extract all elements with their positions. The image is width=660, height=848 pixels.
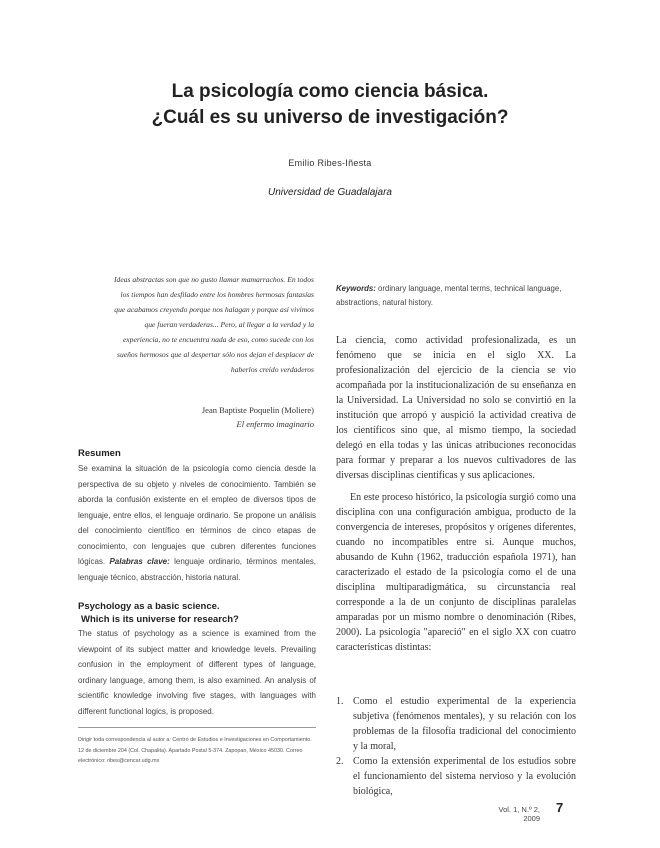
- palabras-clave-text: lenguaje ordinario, términos mentales, lenguaje técnico, abstracción, historia natural.: [78, 557, 316, 582]
- epigraph-quote: Ideas abstractas son que no gusto llamar mamarrachos. En todos los tiempos han desfilado entre los hombres hermosas fantasías que acabamos creyendo porque nos halagan y porque así vivimos que fueran verdaderas... Pero, al llegar a la verdad y la experiencia, no te encuentra nada de eso, como sucede con los sueños hermosos que al despertar sólo nos dejan el desplacer de haberlos creído verdaderos: [114, 275, 314, 374]
- footnote-correspondence: Dirigir toda correspondencia al autor a: Centro de Estudios e Investigaciones en Comportamiento. 12 de diciembre 204 (Col. Chapalita). Apartado Postal 5-374. Zapopan, México 45030. Correo electrónico: ribes@cencar.udg.mx: [78, 737, 312, 764]
- keywords-label: Keywords:: [336, 284, 376, 293]
- palabras-clave-label: Palabras clave:: [109, 557, 170, 566]
- resumen-heading: Resumen: [78, 448, 121, 459]
- abstract-text: The status of psychology as a science is examined from the viewpoint of its subject matter and knowledge levels. Prevailing confusion in the employment of different types of language, ordinary language, among them, is also examined. An analysis of scientific knowledge involving five stages, with languages with different functional logics, is proposed.: [78, 629, 316, 716]
- footnote-divider: [78, 727, 316, 728]
- epigraph-work: El enfermo imaginario: [236, 419, 314, 429]
- list-item-number: 1.: [336, 696, 344, 707]
- numbered-list: [336, 694, 576, 799]
- abstract-heading-line-2: Which is its universe for research?: [81, 614, 239, 625]
- abstract-heading-line-1: Psychology as a basic science.: [78, 601, 220, 612]
- body-paragraph-2: En este proceso histórico, la psicología surgió como una disciplina con una configuración ambigua, producto de la convergencia de intereses, propósitos y orígenes diferentes, cuando no incompatibles entre sí. Aunque muchos, abusando de Kuhn (1962, traducción española 1971), han caracterizado el estado de la psicología como el de una disciplina multiparadigmática, su circunstancia real corresponde a la de un conjunto de disciplinas paralelas amparadas por un mismo nombre o denominación (Ribes, 2000). La psicología "apareció" en el siglo XX con cuatro características distintas:: [336, 492, 576, 653]
- resumen-block: [78, 461, 316, 585]
- list-item-text: Como la extensión experimental de los estudios sobre el funcionamiento del sistema nervioso y la evolución biológica,: [353, 756, 576, 797]
- list-item-text: Como el estudio experimental de la experiencia subjetiva (fenómenos mentales), y su relación con los problemas de la filosofía tradicional del conocimiento y la moral,: [353, 696, 576, 752]
- list-item: [336, 694, 576, 754]
- keywords-text: ordinary language, mental terms, technical language, abstractions, natural history.: [336, 284, 562, 307]
- page-number: 7: [556, 800, 564, 815]
- epigraph-author: Jean Baptiste Poquelin (Moliere): [201, 405, 314, 415]
- article-title-line-1: La psicología como ciencia básica.: [171, 81, 489, 102]
- author-name: Emilio Ribes-Iñesta: [288, 158, 372, 168]
- resumen-text: Se examina la situación de la psicología como ciencia desde la perspectiva de su objeto y niveles de conocimiento. También se aborda la confusión existente en el empleo de diversos tipos de lenguaje, entre ellos, el lenguaje ordinario. Se propone un análisis del conocimiento científico en términos de cinco etapas de conocimiento, con lenguajes que cubren diferentes funciones lógicas.: [78, 464, 316, 566]
- author-affiliation: Universidad de Guadalajara: [268, 187, 392, 198]
- issue-info: Vol. 1, N.º 2, 2009: [498, 805, 540, 823]
- article-title-line-2: ¿Cuál es su universo de investigación?: [151, 107, 509, 128]
- body-paragraph-1: La ciencia, como actividad profesionalizada, es un fenómeno que se inicia en el siglo XX. La profesionalización del ejercicio de la ciencia se vio acompañada por la institucionalización de su enseñanza en la Universidad. La Universidad no solo se convirtió en la institución que arropó y auspició la actividad creativa de los científicos sino que, al mismo tiempo, la sociedad delegó en ella todas y las únicas atribuciones reconocidas para formar y preparar a los nuevos cultivadores de las diversas disciplinas científicas y sus aplicaciones.: [336, 335, 576, 481]
- keywords-block: [336, 282, 576, 310]
- list-item: [336, 754, 576, 799]
- list-item-number: 2.: [336, 756, 344, 767]
